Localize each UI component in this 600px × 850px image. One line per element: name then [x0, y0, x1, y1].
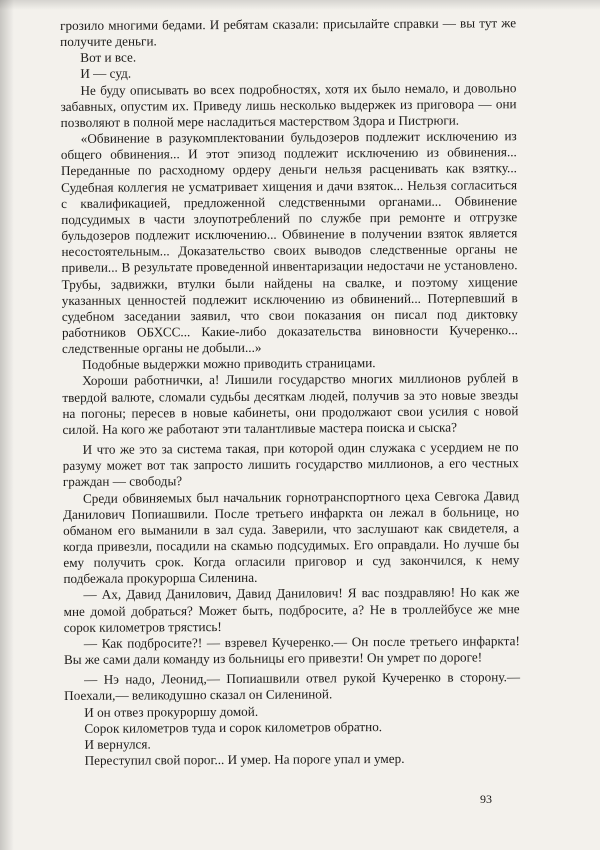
- paragraph: И он отвез прокуроршу домой.: [84, 703, 259, 720]
- dialogue-line: — Нэ надо, Леонид,— Попиашвили отвел рукой Кучеренко в сторону.— Поехали,— великодушно сказал он Силениной.: [64, 669, 521, 704]
- paragraph: И что же это за система такая, при которой один служака с усердием не по разуму может вот так запросто лишить государство миллионов, а его честных граждан — свободы?: [62, 439, 519, 490]
- paragraph: грозило многими бедами. И ребятам сказали: присылайте справки — вы тут же получите деньги.: [60, 15, 517, 50]
- dialogue-line: — Ах, Давид Данилович, Давид Данилович! Я вас поздравляю! Но как же мне домой добраться? Может быть, подбросите, а? Не в троллейбусе же мне сорок километров трястись!: [63, 584, 520, 635]
- paragraph: Среди обвиняемых был начальник горнотранспортного цеха Севгока Давид Данилович Попиашвили. После третьего инфаркта он лежал в больнице, но обманом его выманили в зал суда. Заверили, что заслушают как свидетеля, а когда привезли, посадили на скамью подсудимых. Его оправдали. Но лучше бы ему получить срок. Когда огласили приговор и суд закончился, к нему подбежала прокурорша Силенина.: [62, 487, 520, 587]
- paragraph: Переступил свой порог... И умер. На пороге упал и умер.: [84, 750, 405, 768]
- quote-paragraph: «Обвинение в разукомплектовании бульдозеров подлежит исключению из общего обвинения... И этот эпизод подлежит исключению из обвинения... Переданные по расходному ордеру деньги нельзя расценивать как взятку... Судебная коллегия не усматривает хищения и дачи взяток... Нельзя согласиться с квалификацией, предложенной следственными органами... Обвинение подсудимых в части злоупотреблений по службе при ремонте и отгрузке бульдозеров подлежит исключению... Обвинение в получении взяток является несостоятельным... Доказательство своих выводов следственные органы не привели... В результате проведенной инвентаризации недостачи не установлено. Трубы, задвижки, втулки были найдены на свалке, и поэтому хищение указанных ценностей подлежит исключению из обвинений... Потерпевший в судебном заседании заявил, что свои показания он писал под диктовку работников ОБХСС... Какие-либо доказательства виновности Кучеренко... следственные органы не добыли...»: [60, 128, 518, 357]
- paragraph: Хороши работнички, а! Лишили государство многих миллионов рублей в твердой валюте, сломали судьбы десяткам людей, получив за это новые звезды на погоны; пересев в новые кабинеты, они продолжают свои усилия с новой силой. На кого же работают эти талантливые мастера поиска и сыска?: [62, 370, 519, 437]
- paragraph: Вот и все.: [80, 49, 137, 66]
- page-text: [60, 15, 521, 769]
- page-number: 93: [480, 792, 492, 806]
- paragraph: Не буду описывать во всех подробностях, хотя их было немало, и довольно забавных, опустим их. Приведу лишь несколько выдержек из приговора — они позволяют в полной мере насладиться мастерством Здора и Пистрюги.: [60, 79, 517, 130]
- dialogue-line: — Как подбросите?! — взревел Кучеренко.— Он после третьего инфаркта! Вы же сами дали команду из больницы его привезти! Он умрет по дороге!: [63, 633, 520, 668]
- top-edge-shadow: [0, 0, 600, 10]
- spine-shadow: [0, 0, 14, 850]
- paragraph: И вернулся.: [84, 736, 151, 752]
- paragraph: Подобные выдержки можно приводить страницами.: [82, 355, 376, 373]
- paragraph: Сорок километров туда и сорок километров обратно.: [84, 718, 383, 736]
- paragraph: И — суд.: [80, 66, 132, 82]
